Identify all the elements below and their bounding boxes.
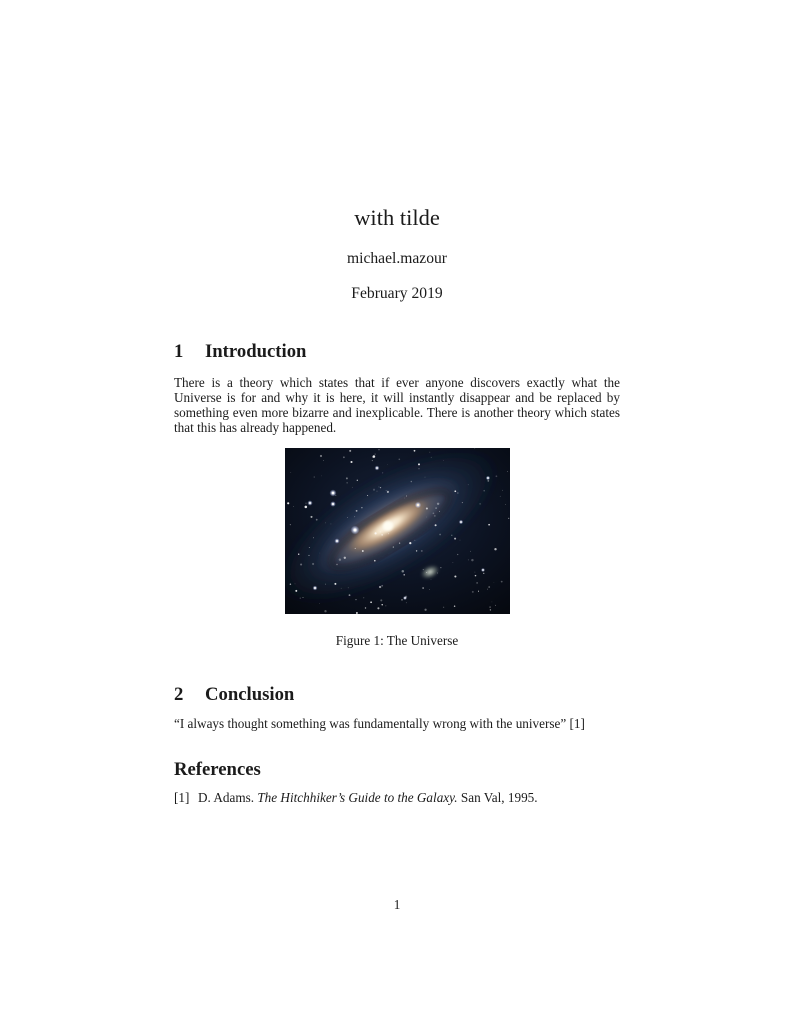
references-heading: References [174, 758, 261, 780]
reference-text [198, 790, 538, 805]
section-number: 1 [174, 341, 184, 363]
reference-publisher: San Val, 1995. [460, 790, 538, 806]
document-author: michael.mazour [346, 250, 447, 267]
section-heading-introduction [174, 341, 620, 363]
document-content [174, 0, 620, 805]
document-title: with tilde [354, 205, 440, 230]
page-number: 1 [393, 897, 401, 912]
reference-item [174, 790, 620, 805]
document-date: February 2019 [351, 284, 443, 302]
introduction-paragraph: There is a theory which states that if ever anyone discovers exactly what the Universe is for and why it is here, it will instantly disappear and be replaced by something even more bizarre and inexplicable. There is another theory which states that this has already happened. [174, 374, 620, 435]
section-heading-conclusion [174, 684, 620, 706]
reference-marker: [1] [174, 790, 190, 806]
reference-title: The Hitchhiker’s Guide to the Galaxy. [257, 790, 458, 806]
figure-caption: Figure 1: The Universe [335, 633, 459, 649]
andromeda-galaxy-image [285, 448, 510, 614]
conclusion-paragraph: “I always thought something was fundamentally wrong with the universe” [1] [174, 715, 585, 731]
section-number: 2 [174, 684, 184, 706]
reference-authors: D. Adams. [198, 790, 255, 806]
section-label: Introduction [205, 341, 307, 363]
figure-universe [174, 448, 620, 648]
section-label: Conclusion [205, 684, 295, 706]
